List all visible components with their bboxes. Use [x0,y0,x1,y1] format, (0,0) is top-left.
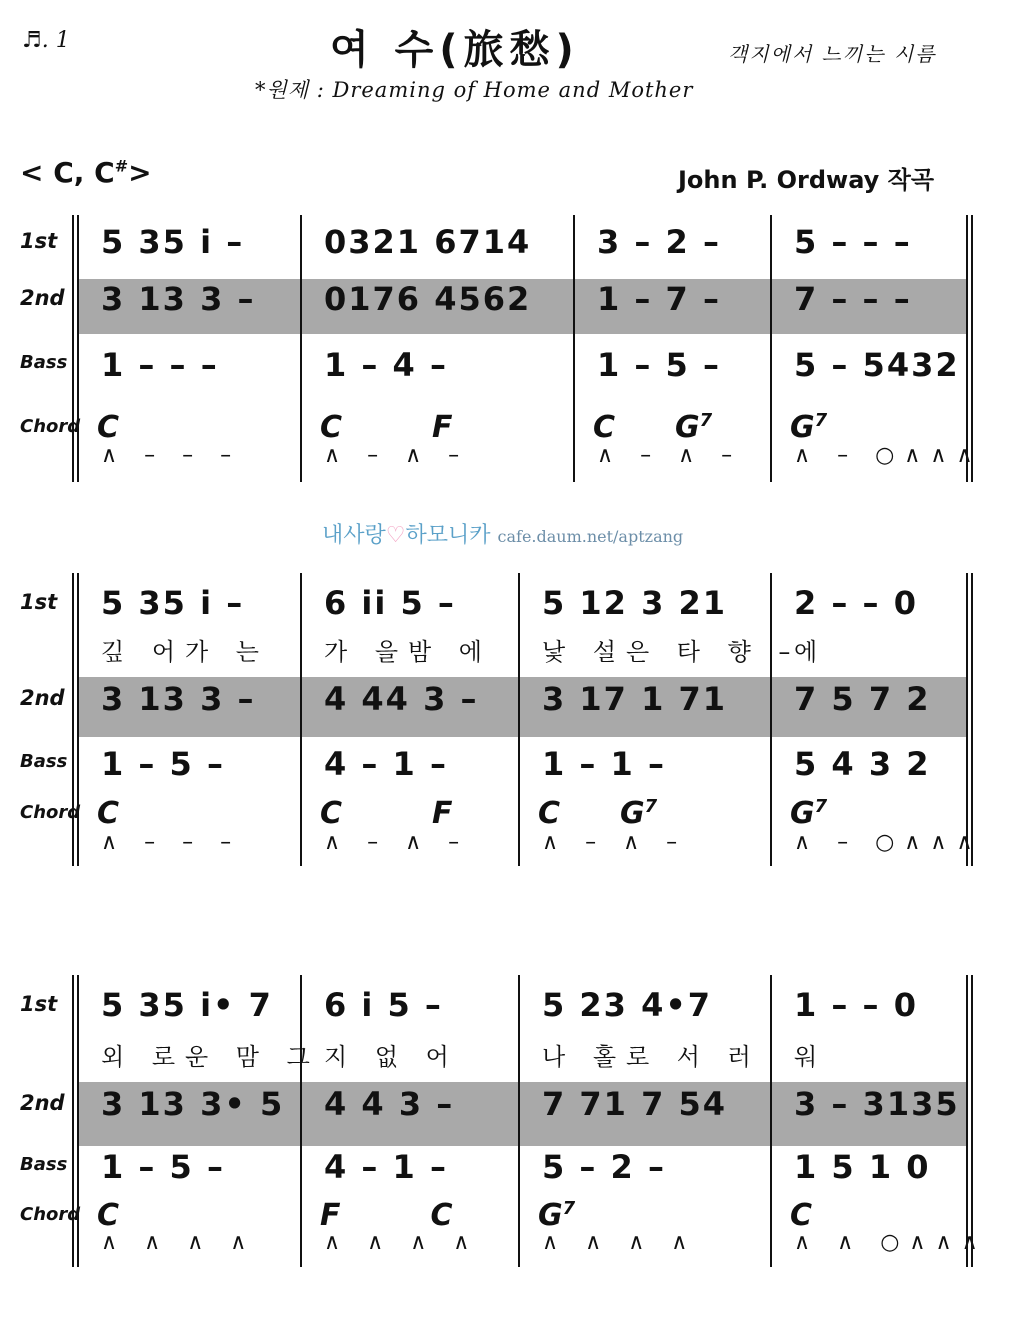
first-part-notes: 0321 6714 [324,223,532,261]
bass-notes: 1 – 5 – [101,1148,225,1186]
second-part-notes: 7 71 7 54 [542,1085,728,1123]
lyric-text: 지 없 어 [324,1043,459,1071]
second-part-notes: 1 – 7 – [597,280,721,318]
double-barline [971,573,973,866]
label-chord: Chord [20,416,81,437]
second-part-notes: 4 44 3 – [324,680,479,718]
watermark-name-b: 하모니카 [405,523,491,548]
second-part-notes: 7 5 7 2 [794,680,931,718]
first-part-notes: 6 ii 5 – [324,584,456,622]
first-part-notes: 5 – – – [794,223,912,261]
barline [300,573,302,866]
bass-notes: 5 4 3 2 [794,745,931,783]
rhythm-strokes: ∧ ∧ ∧ ∧ [101,1230,257,1255]
watermark-name-a: 내사랑 [322,523,386,548]
first-part-notes: 5 23 4•7 [542,986,713,1024]
first-part-notes: 2 – – 0 [794,584,918,622]
key-signature: < C, C#> [20,156,152,189]
second-part-notes: 0176 4562 [324,280,532,318]
first-part-notes: 1 – – 0 [794,986,918,1024]
lyric-text: 낯 설은 타 향 – [542,638,801,666]
second-part-notes: 7 – – – [794,280,912,318]
rhythm-strokes: ∧ – ∧ – [597,443,743,468]
first-part-notes: 5 35 i – [101,223,245,261]
bass-notes: 1 – – – [101,346,219,384]
first-part-notes: 5 12 3 21 [542,584,728,622]
label-chord: Chord [20,802,81,823]
second-part-notes: 3 13 3• 5 [101,1085,285,1123]
heart-icon: ♡ [385,523,406,548]
lyric-text: 에 [794,638,828,666]
rhythm-strokes: ∧ ∧ ○∧∧∧ [794,1230,988,1255]
chord-symbol: C [97,796,120,831]
chord-symbol: C [97,1198,120,1233]
chord-symbol: C $G^7$ [538,796,658,831]
second-part-notes: 4 4 3 – [324,1085,455,1123]
original-title: *원제 : Dreaming of Home and Mother [255,78,694,102]
chord-symbol: C [790,1198,813,1233]
bass-notes: 1 – 5 – [101,745,225,783]
double-barline [72,215,74,482]
label-1st: 1st [20,229,58,253]
chord-symbol: $G^7$ [790,410,828,445]
cafe-watermark[interactable] [322,518,683,549]
rhythm-strokes: ∧ – ○∧∧∧ [794,830,983,855]
rhythm-strokes: ∧ – – – [101,443,242,468]
chord-symbol: C F [320,410,453,445]
bass-notes: 1 5 1 0 [794,1148,931,1186]
double-barline [971,975,973,1267]
system-end-barline [966,573,968,866]
chord-symbol: C F [320,796,453,831]
label-bass: Bass [20,751,68,772]
barline [770,975,772,1267]
system-start-barline [77,215,79,482]
rhythm-strokes: ∧ – ∧ – [324,443,470,468]
rhythm-strokes: ∧ – ∧ – [324,830,470,855]
barline [518,573,520,866]
lyric-text: 나 홀로 서 러 [542,1043,761,1071]
composer: John P. Ordway 작곡 [678,166,935,194]
bass-notes: 4 – 1 – [324,745,448,783]
label-2nd: 2nd [20,686,65,710]
label-1st: 1st [20,992,58,1016]
chord-symbol: $G^7$ [790,796,828,831]
chord-symbol: F C [320,1198,453,1233]
system-end-barline [966,215,968,482]
label-chord: Chord [20,1204,81,1225]
first-part-notes: 6 i 5 – [324,986,443,1024]
double-barline [971,215,973,482]
second-part-notes: 3 – 3135 [794,1085,960,1123]
bass-notes: 1 – 1 – [542,745,666,783]
bass-notes: 1 – 5 – [597,346,721,384]
label-2nd: 2nd [20,1091,65,1115]
second-part-notes: 3 13 3 – [101,680,256,718]
chord-symbol: $G^7$ [538,1198,576,1233]
rhythm-strokes: ∧ – ∧ – [542,830,688,855]
rhythm-strokes: ∧ ∧ ∧ ∧ [542,1230,698,1255]
lyric-text: 깊 어가 는 [101,638,269,666]
bass-notes: 5 – 5432 [794,346,960,384]
bass-notes: 5 – 2 – [542,1148,666,1186]
chord-symbol: C $G^7$ [593,410,713,445]
first-part-notes: 3 – 2 – [597,223,721,261]
lyric-text: 워 [794,1043,828,1071]
bass-notes: 1 – 4 – [324,346,448,384]
page-title: 여 수(旅愁) [330,27,580,73]
title-meaning: 객지에서 느끼는 시름 [728,42,937,66]
label-bass: Bass [20,1154,68,1175]
label-bass: Bass [20,352,68,373]
watermark-url[interactable]: cafe.daum.net/aptzang [497,527,684,546]
bass-notes: 4 – 1 – [324,1148,448,1186]
label-1st: 1st [20,590,58,614]
chord-symbol: C [97,410,120,445]
label-2nd: 2nd [20,286,65,310]
system-end-barline [966,975,968,1267]
first-part-notes: 5 35 i – [101,584,245,622]
barline [770,573,772,866]
barline [518,975,520,1267]
lyric-text: 외 로운 맘 그 [101,1043,320,1071]
second-part-notes: 3 13 3 – [101,280,256,318]
rhythm-strokes: ∧ – ○∧∧∧ [794,443,983,468]
barline [300,215,302,482]
lyric-text: 가 을밤 에 [324,638,492,666]
barline [300,975,302,1267]
barline [573,215,575,482]
barline [770,215,772,482]
first-part-notes: 5 35 i• 7 [101,986,273,1024]
second-part-notes: 3 17 1 71 [542,680,728,718]
piece-number: ♬. 1 [22,28,70,53]
rhythm-strokes: ∧ ∧ ∧ ∧ [324,1230,480,1255]
rhythm-strokes: ∧ – – – [101,830,242,855]
